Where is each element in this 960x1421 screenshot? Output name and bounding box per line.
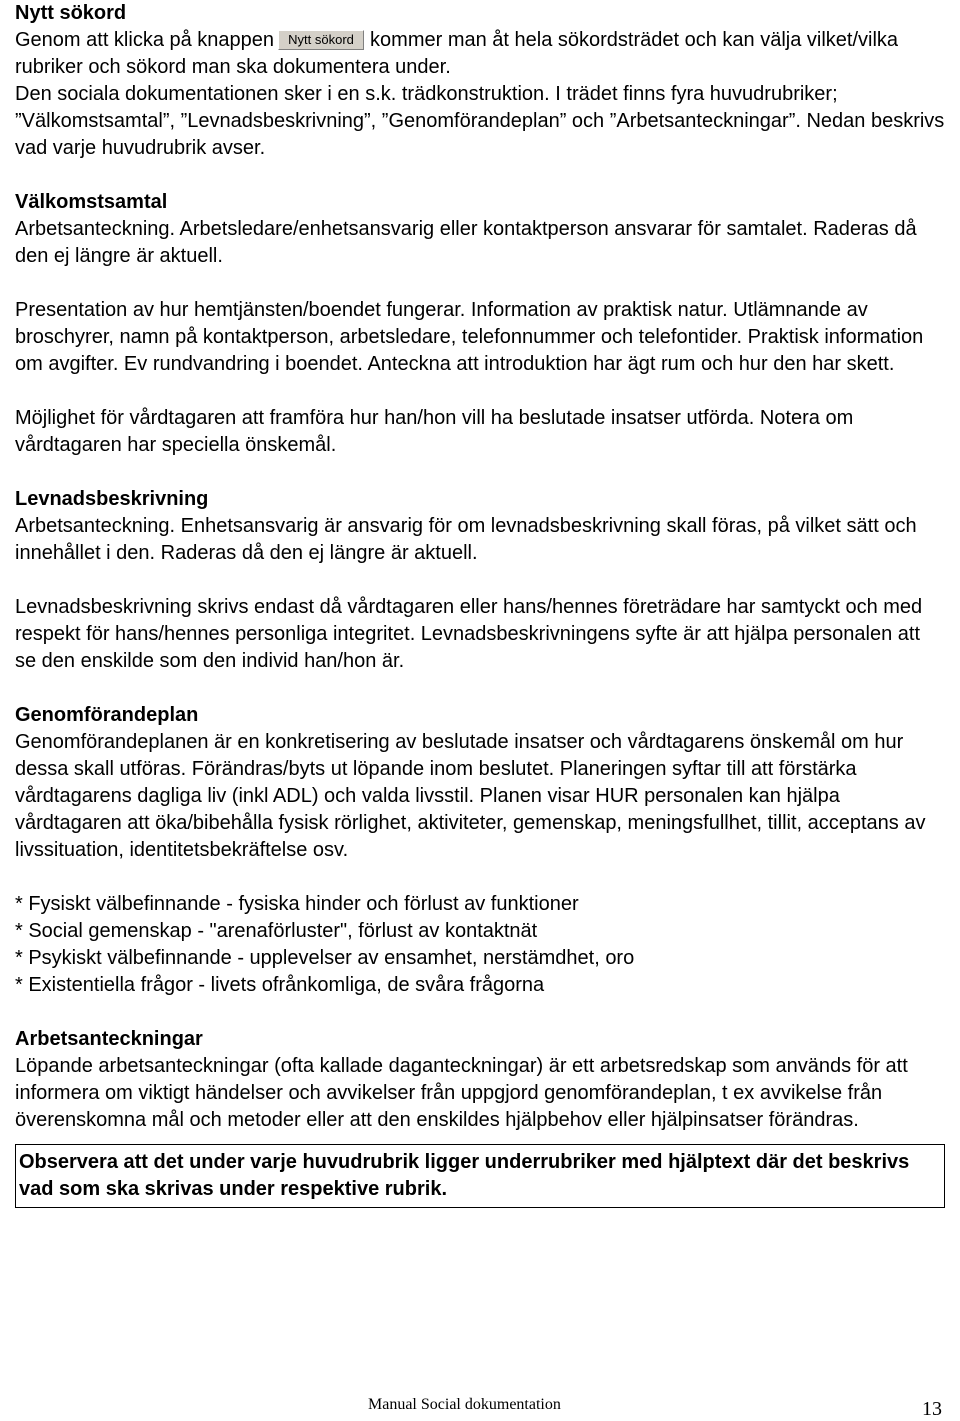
page-title: Nytt sökord <box>15 2 127 24</box>
intro-paragraph <box>15 27 945 81</box>
page-number: 13 <box>922 1398 942 1420</box>
intro-text-before: Genom att klicka på knappen <box>15 29 275 51</box>
document-page <box>15 0 945 1208</box>
list-item: * Existentiella frågor - livets ofrånkomliga, de svåra frågorna <box>15 974 545 996</box>
valkomst-paragraph-3: Möjlighet för vårdtagaren att framföra hur han/hon vill ha beslutade insatser utförda. Notera om vårdtagaren har speciella önskemål. <box>15 407 854 456</box>
valkomst-paragraph-1: Arbetsanteckning. Arbetsledare/enhetsansvarig eller kontaktperson ansvarar för samtalet. Raderas då den ej längre är aktuell. <box>15 218 917 267</box>
genom-paragraph-1: Genomförandeplanen är en konkretisering av beslutade insatser och vårdtagarens önskemål om hur dessa skall utföras. Förändras/byts ut löpande inom beslutet. Planeringen syftar till att förstärka vårdtagarens dagliga liv (inkl ADL) och valda livsstil. Planen visar HUR personalen kan hjälpa vårdtagaren att öka/bibehålla fysisk rörlighet, aktiviteter, gemenskap, meningsfullhet, tillit, acceptans av livssituation, identitetsbekräftelse osv. <box>15 731 926 861</box>
heading-arbetsanteckningar: Arbetsanteckningar <box>15 1028 203 1050</box>
arbets-paragraph-1: Löpande arbetsanteckningar (ofta kallade daganteckningar) är ett arbetsredskap som används för att informera om viktigt händelser och avvikelser från uppgjord genomförandeplan, t ex avvikelse från överenskomna mål och metoder eller att den enskildes hjälpbehov eller hjälpinsatser förändras. <box>15 1055 908 1131</box>
nytt-sokord-button[interactable]: Nytt sökord <box>278 30 364 50</box>
heading-genomforandeplan: Genomförandeplan <box>15 704 199 726</box>
list-item: * Social gemenskap - "arenaförluster", förlust av kontaktnät <box>15 920 538 942</box>
heading-valkomstsamtal: Välkomstsamtal <box>15 191 168 213</box>
list-item: * Psykiskt välbefinnande - upplevelser av ensamhet, nerstämdhet, oro <box>15 947 635 969</box>
levnad-paragraph-2: Levnadsbeskrivning skrivs endast då vårdtagaren eller hans/hennes företrädare har samtyckt och med respekt för hans/hennes personliga integritet. Levnadsbeskrivningens syfte är att hjälpa personalen att se den enskilde som den individ han/hon är. <box>15 596 923 672</box>
valkomst-paragraph-2: Presentation av hur hemtjänsten/boendet fungerar. Information av praktisk natur. Utlämnande av broschyrer, namn på kontaktperson, arbetsledare, telefonnummer och telefontider. Praktisk information om avgifter. Ev rundvandring i boendet. Anteckna att introduktion har ägt rum och hur den har skett. <box>15 299 924 375</box>
note-box: Observera att det under varje huvudrubrik ligger underrubriker med hjälptext där det beskrivs vad som ska skrivas under respektive rubrik. <box>15 1144 945 1208</box>
footer-text: Manual Social dokumentation <box>368 1396 561 1413</box>
list-item: * Fysiskt välbefinnande - fysiska hinder och förlust av funktioner <box>15 893 579 915</box>
intro-text-after: kommer man åt hela sökordsträdet och kan välja vilket/vilka rubriker och sökord man ska dokumentera under. <box>15 29 899 78</box>
heading-levnadsbeskrivning: Levnadsbeskrivning <box>15 488 209 510</box>
intro-paragraph-2: Den sociala dokumentationen sker i en s.k. trädkonstruktion. I trädet finns fyra huvudrubriker; ”Välkomstsamtal”, ”Levnadsbeskrivning”, ”Genomförandeplan” och ”Arbetsanteckningar”. Nedan beskrivs vad varje huvudrubrik avser. <box>15 83 945 159</box>
levnad-paragraph-1: Arbetsanteckning. Enhetsansvarig är ansvarig för om levnadsbeskrivning skall föras, på vilket sätt och innehållet i den. Raderas då den ej längre är aktuell. <box>15 515 917 564</box>
